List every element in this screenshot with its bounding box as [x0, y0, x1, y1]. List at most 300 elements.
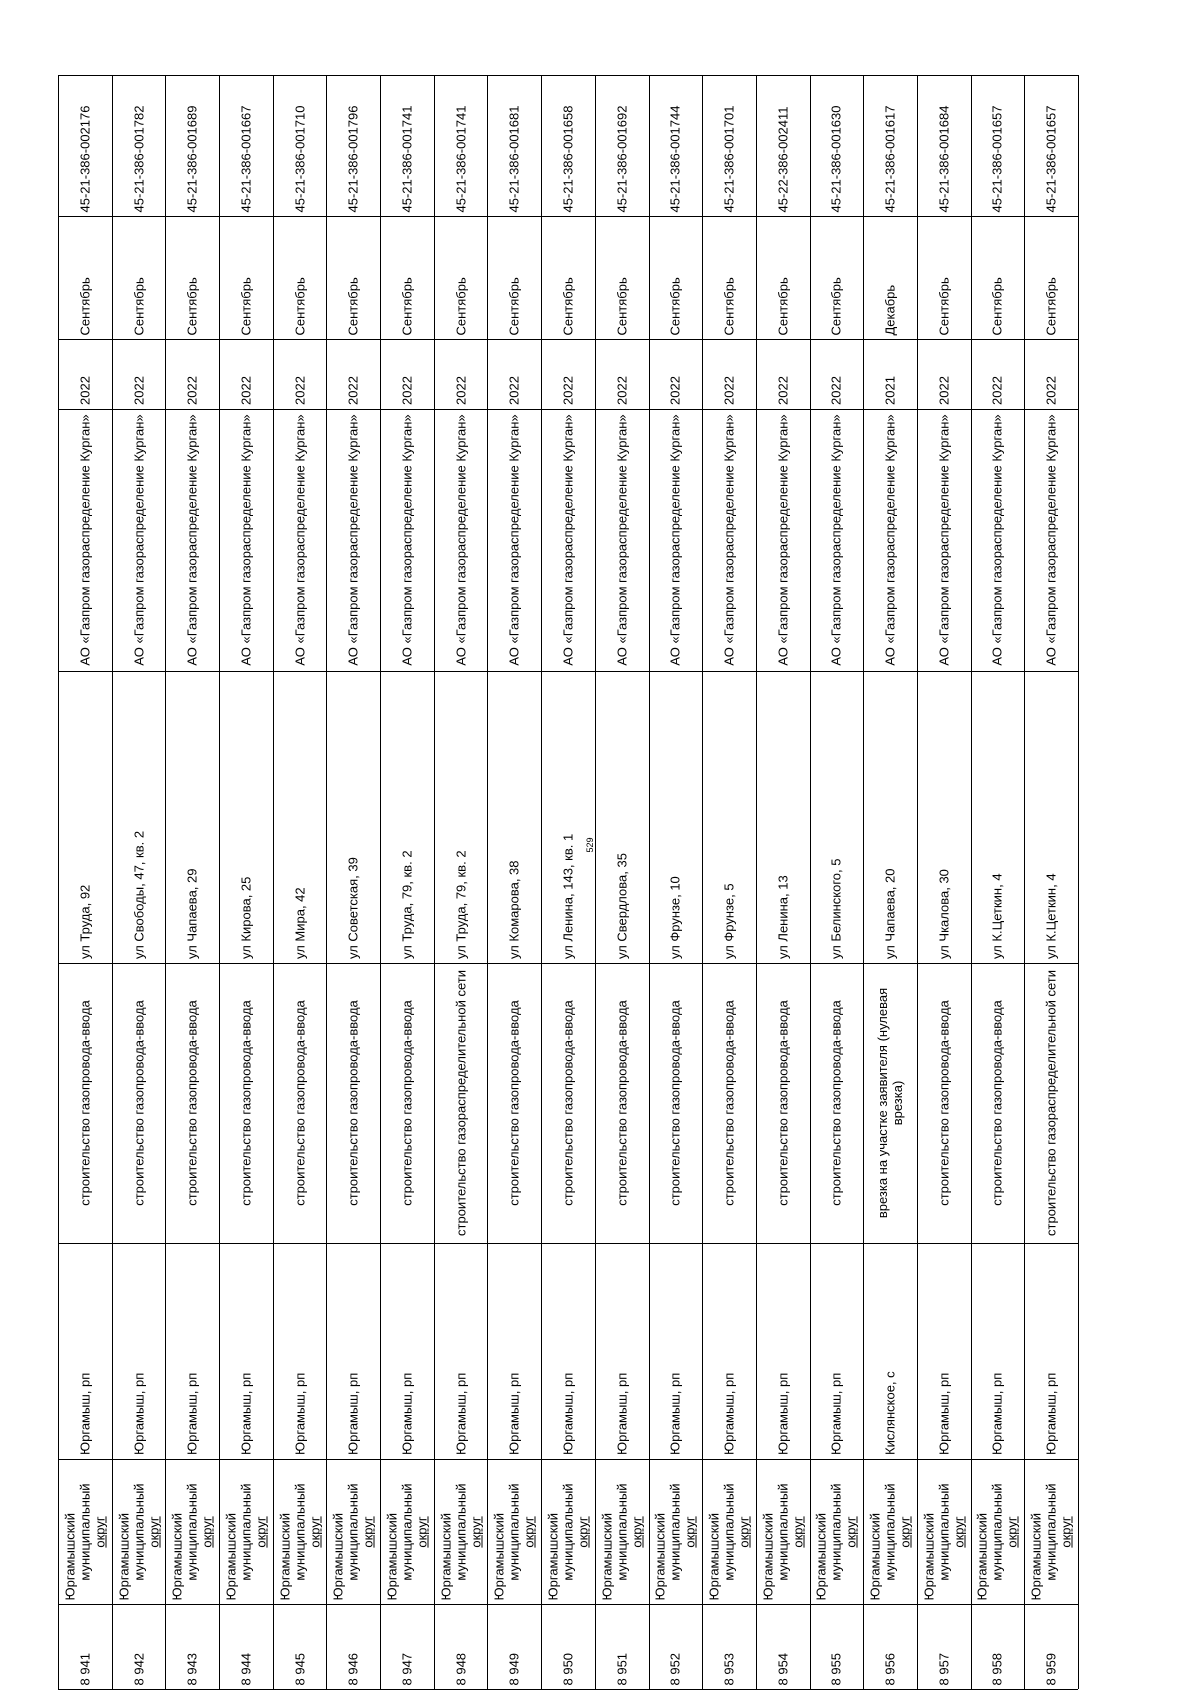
district-line: округ: [414, 1515, 430, 1548]
cell-settlement: [380, 1243, 434, 1459]
table-row: [541, 75, 595, 1689]
code-text: 45-21-386-001630: [828, 105, 844, 212]
records-table: [58, 75, 1078, 1689]
table-row: [756, 75, 810, 1689]
cell-year: [863, 339, 917, 409]
cell-month: [863, 216, 917, 339]
cell-num: [649, 1604, 703, 1689]
cell-district: [165, 1459, 219, 1604]
work-text: строительство газопровода-ввода: [345, 1000, 361, 1206]
district-text: [384, 1463, 429, 1600]
month-text: Сентябрь: [614, 276, 630, 335]
cell-num: [541, 1604, 595, 1689]
work-text: строительство газопровода-ввода: [238, 1000, 254, 1206]
code-text: 45-21-386-001741: [399, 105, 415, 212]
org-text: АО «Газпром газораспределение Курган»: [1043, 414, 1059, 666]
district-text: [921, 1463, 966, 1600]
num-text: 8 957: [936, 1652, 952, 1685]
num-text: 8 951: [614, 1652, 630, 1685]
cell-district: [326, 1459, 380, 1604]
cell-settlement: [434, 1243, 488, 1459]
district-line: округ: [199, 1515, 215, 1548]
year-text: 2022: [238, 376, 254, 405]
cell-year: [434, 339, 488, 409]
cell-year: [165, 339, 219, 409]
cell-district: [434, 1459, 488, 1604]
org-text: АО «Газпром газораспределение Курган»: [614, 414, 630, 666]
org-text: АО «Газпром газораспределение Курган»: [399, 414, 415, 666]
work-text: строительство газопровода-ввода: [131, 1000, 146, 1206]
settlement-text: Юргамыш, рп: [614, 1372, 630, 1455]
settlement-text: Юргамыш, рп: [184, 1372, 200, 1455]
num-text: 8 949: [506, 1652, 522, 1685]
cell-work: [219, 963, 273, 1243]
table-row: [487, 75, 541, 1689]
district-text: [492, 1463, 537, 1600]
work-text: строительство газопровода-ввода: [399, 1000, 415, 1206]
address-text: ул Фрунзе, 10: [667, 876, 683, 959]
district-line: муниципальный: [1043, 1482, 1059, 1581]
district-line: Юргамышский: [169, 1512, 185, 1600]
cell-address: [434, 671, 488, 963]
cell-org: [165, 409, 219, 671]
cell-year: [756, 339, 810, 409]
cell-org: [112, 409, 166, 671]
cell-year: [380, 339, 434, 409]
cell-num: [487, 1604, 541, 1689]
org-text: АО «Газпром газораспределение Курган»: [506, 414, 522, 666]
cell-org: [434, 409, 488, 671]
cell-settlement: [112, 1243, 166, 1459]
code-text: 45-21-386-001617: [882, 105, 898, 212]
district-text: [975, 1463, 1020, 1600]
cell-district: [273, 1459, 327, 1604]
code-text: 45-21-386-001692: [614, 105, 630, 212]
district-text: [760, 1463, 805, 1600]
cell-year: [595, 339, 649, 409]
code-text: 45-21-386-001657: [989, 105, 1005, 212]
address-text: ул Советская, 39: [345, 857, 361, 959]
cell-address: [649, 671, 703, 963]
month-text: Сентябрь: [399, 276, 415, 335]
work-text: строительство газопровода-ввода: [506, 1000, 522, 1206]
district-line: муниципальный: [667, 1482, 683, 1581]
cell-address: [541, 671, 595, 963]
table-row: [863, 75, 917, 1689]
cell-work: [273, 963, 327, 1243]
cell-code: [917, 75, 971, 216]
district-text: [707, 1463, 752, 1600]
settlement-text: Юргамыш, рп: [399, 1372, 415, 1455]
cell-settlement: [1024, 1243, 1078, 1459]
cell-num: [917, 1604, 971, 1689]
settlement-text: Юргамыш, рп: [292, 1372, 308, 1455]
year-text: 2022: [292, 376, 308, 405]
month-text: Сентябрь: [453, 276, 469, 335]
cell-month: [326, 216, 380, 339]
year-text: 2022: [828, 376, 844, 405]
cell-org: [810, 409, 864, 671]
cell-code: [1024, 75, 1078, 216]
year-text: 2022: [131, 376, 146, 405]
cell-num: [595, 1604, 649, 1689]
month-text: Сентябрь: [721, 276, 737, 335]
address-text: ул Чапаева, 20: [882, 868, 898, 959]
work-text: строительство газопровода-ввода: [721, 1000, 737, 1206]
table-row: [649, 75, 703, 1689]
code-text: 45-21-386-001710: [292, 105, 308, 212]
cell-work: [649, 963, 703, 1243]
district-text: [599, 1463, 644, 1600]
table-row: [810, 75, 864, 1689]
district-line: Юргамышский: [652, 1512, 668, 1600]
cell-month: [487, 216, 541, 339]
code-text: 45-21-386-001667: [238, 105, 254, 212]
work-text: строительство газопровода-ввода: [560, 1000, 576, 1206]
cell-year: [487, 339, 541, 409]
cell-district: [541, 1459, 595, 1604]
district-line: муниципальный: [184, 1482, 200, 1581]
district-line: округ: [1058, 1515, 1074, 1548]
address-text: ул Чапаева, 29: [184, 868, 200, 959]
cell-district: [595, 1459, 649, 1604]
num-text: 8 952: [667, 1652, 683, 1685]
table-row: [326, 75, 380, 1689]
code-text: 45-21-386-001741: [453, 105, 469, 212]
month-text: Сентябрь: [936, 276, 952, 335]
cell-month: [58, 216, 112, 339]
cell-address: [326, 671, 380, 963]
year-text: 2022: [345, 376, 361, 405]
settlement-text: Юргамыш, рп: [667, 1372, 683, 1455]
month-text: Сентябрь: [238, 276, 254, 335]
district-line: округ: [521, 1515, 537, 1548]
code-text: 45-21-386-001681: [506, 105, 522, 212]
district-line: Юргамышский: [867, 1512, 883, 1600]
address-text: ул Белинского, 5: [828, 858, 844, 959]
cell-settlement: [863, 1243, 917, 1459]
cell-address: [1024, 671, 1078, 963]
work-text: строительство газопровода-ввода: [828, 1000, 844, 1206]
district-line: округ: [736, 1515, 752, 1548]
district-line: округ: [843, 1515, 859, 1548]
cell-code: [487, 75, 541, 216]
year-text: 2022: [77, 376, 93, 405]
district-line: муниципальный: [989, 1482, 1005, 1581]
org-text: АО «Газпром газораспределение Курган»: [345, 414, 361, 666]
cell-code: [649, 75, 703, 216]
org-text: АО «Газпром газораспределение Курган»: [828, 414, 844, 666]
cell-district: [917, 1459, 971, 1604]
cell-district: [971, 1459, 1025, 1604]
month-text: Сентябрь: [184, 276, 200, 335]
work-text: строительство газопровода-ввода: [77, 1000, 93, 1206]
year-text: 2022: [399, 376, 415, 405]
cell-work: [58, 963, 112, 1243]
district-line: округ: [682, 1515, 698, 1548]
cell-district: [380, 1459, 434, 1604]
code-text: 45-21-386-001701: [721, 105, 737, 212]
cell-org: [380, 409, 434, 671]
cell-code: [541, 75, 595, 216]
month-text: Сентябрь: [77, 276, 93, 335]
num-text: 8 945: [292, 1652, 308, 1685]
num-text: 8 959: [1043, 1652, 1059, 1685]
district-text: [814, 1463, 859, 1600]
cell-num: [273, 1604, 327, 1689]
cell-address: [810, 671, 864, 963]
year-text: 2022: [560, 376, 576, 405]
table-row: [112, 75, 166, 1689]
work-text: строительство газопровода-ввода: [775, 1000, 791, 1206]
cell-work: [756, 963, 810, 1243]
cell-code: [273, 75, 327, 216]
org-text: АО «Газпром газораспределение Курган»: [775, 414, 791, 666]
cell-year: [58, 339, 112, 409]
month-text: Сентябрь: [775, 276, 791, 335]
settlement-text: Юргамыш, рп: [345, 1372, 361, 1455]
num-text: 8 955: [828, 1652, 844, 1685]
column-divider: [58, 1689, 1078, 1690]
cell-work: [326, 963, 380, 1243]
cell-district: [649, 1459, 703, 1604]
org-text: АО «Газпром газораспределение Курган»: [77, 414, 93, 666]
district-text: [438, 1463, 483, 1600]
year-text: 2022: [936, 376, 952, 405]
year-text: 2022: [775, 376, 791, 405]
cell-work: [541, 963, 595, 1243]
settlement-text: Юргамыш, рп: [989, 1372, 1005, 1455]
address-text: ул Свердлова, 35: [614, 853, 630, 959]
cell-address: [702, 671, 756, 963]
org-text: АО «Газпром газораспределение Курган»: [560, 414, 576, 666]
address-text: ул Труда, 79, кв. 2: [453, 850, 469, 959]
cell-code: [863, 75, 917, 216]
org-text: АО «Газпром газораспределение Курган»: [882, 414, 898, 666]
year-text: 2022: [989, 376, 1005, 405]
cell-year: [917, 339, 971, 409]
org-text: АО «Газпром газораспределение Курган»: [292, 414, 308, 666]
code-text: 45-21-386-001684: [936, 105, 952, 212]
num-text: 8 956: [882, 1652, 898, 1685]
cell-address: [756, 671, 810, 963]
cell-code: [219, 75, 273, 216]
month-text: Сентябрь: [506, 276, 522, 335]
cell-num: [219, 1604, 273, 1689]
num-text: 8 942: [131, 1652, 146, 1685]
cell-settlement: [595, 1243, 649, 1459]
district-text: [331, 1463, 376, 1600]
code-text: 45-22-386-002411: [775, 105, 791, 212]
cell-org: [1024, 409, 1078, 671]
month-text: Сентябрь: [345, 276, 361, 335]
address-text: ул Труда, 79, кв. 2: [399, 850, 415, 959]
work-text: врезка на участке заявителя (нулевая врезка): [875, 987, 906, 1219]
district-line: Юргамышский: [62, 1512, 78, 1600]
cell-month: [917, 216, 971, 339]
district-line: округ: [790, 1515, 806, 1548]
cell-district: [756, 1459, 810, 1604]
district-line: муниципальный: [131, 1482, 146, 1581]
num-text: 8 953: [721, 1652, 737, 1685]
district-line: муниципальный: [238, 1482, 254, 1581]
year-text: 2022: [721, 376, 737, 405]
year-text: 2022: [667, 376, 683, 405]
row-divider: [1078, 75, 1079, 1689]
cell-year: [1024, 339, 1078, 409]
code-text: 45-21-386-002176: [77, 105, 93, 212]
district-line: Юргамышский: [706, 1512, 722, 1600]
year-text: 2022: [614, 376, 630, 405]
cell-org: [58, 409, 112, 671]
org-text: АО «Газпром газораспределение Курган»: [184, 414, 200, 666]
district-line: округ: [897, 1515, 913, 1548]
table-row: [380, 75, 434, 1689]
address-text: ул К.Цеткин, 4: [1043, 873, 1059, 959]
district-line: округ: [1004, 1515, 1020, 1548]
cell-org: [917, 409, 971, 671]
cell-year: [219, 339, 273, 409]
district-line: муниципальный: [292, 1482, 308, 1581]
cell-num: [971, 1604, 1025, 1689]
district-line: округ: [146, 1515, 161, 1548]
settlement-text: Юргамыш, рп: [453, 1372, 469, 1455]
district-text: [653, 1463, 698, 1600]
num-text: 8 943: [184, 1652, 200, 1685]
district-line: Юргамышский: [813, 1512, 829, 1600]
work-text: строительство газопровода-ввода: [292, 1000, 308, 1206]
org-text: АО «Газпром газораспределение Курган»: [238, 414, 254, 666]
org-text: АО «Газпром газораспределение Курган»: [721, 414, 737, 666]
cell-month: [273, 216, 327, 339]
cell-year: [326, 339, 380, 409]
cell-address: [917, 671, 971, 963]
table-row: [917, 75, 971, 1689]
district-line: муниципальный: [506, 1482, 522, 1581]
cell-org: [487, 409, 541, 671]
cell-num: [1024, 1604, 1078, 1689]
cell-settlement: [273, 1243, 327, 1459]
district-line: Юргамышский: [545, 1512, 561, 1600]
cell-num: [165, 1604, 219, 1689]
district-line: округ: [575, 1515, 591, 1548]
cell-code: [756, 75, 810, 216]
table-row: [273, 75, 327, 1689]
month-text: Сентябрь: [667, 276, 683, 335]
address-text: ул Ленина, 143, кв. 1: [560, 833, 576, 959]
address-text: ул К.Цеткин, 4: [989, 873, 1005, 959]
settlement-text: Юргамыш, рп: [77, 1372, 93, 1455]
district-line: муниципальный: [560, 1482, 576, 1581]
district-text: [545, 1463, 590, 1600]
cell-settlement: [326, 1243, 380, 1459]
cell-month: [380, 216, 434, 339]
cell-code: [58, 75, 112, 216]
district-line: округ: [92, 1515, 108, 1548]
cell-address: [971, 671, 1025, 963]
district-line: округ: [629, 1515, 645, 1548]
month-text: Сентябрь: [989, 276, 1005, 335]
district-line: Юргамышский: [760, 1512, 776, 1600]
address-text: ул Комарова, 38: [506, 860, 522, 959]
cell-month: [1024, 216, 1078, 339]
org-text: АО «Газпром газораспределение Курган»: [989, 414, 1005, 666]
code-text: 45-21-386-001658: [560, 105, 576, 212]
cell-settlement: [810, 1243, 864, 1459]
cell-year: [273, 339, 327, 409]
cell-address: [487, 671, 541, 963]
cell-district: [863, 1459, 917, 1604]
table-row: [165, 75, 219, 1689]
cell-code: [810, 75, 864, 216]
work-text: строительство газопровода-ввода: [184, 1000, 200, 1206]
cell-code: [380, 75, 434, 216]
page-number: 529: [585, 837, 595, 853]
work-text: строительство газораспределительной сети: [453, 970, 469, 1236]
org-text: АО «Газпром газораспределение Курган»: [667, 414, 683, 666]
cell-work: [702, 963, 756, 1243]
month-text: Сентябрь: [131, 276, 146, 335]
district-text: [223, 1463, 268, 1600]
work-text: строительство газопровода-ввода: [989, 1000, 1005, 1206]
cell-num: [863, 1604, 917, 1689]
district-text: [62, 1463, 107, 1600]
cell-org: [541, 409, 595, 671]
num-text: 8 946: [345, 1652, 361, 1685]
year-text: 2022: [453, 376, 469, 405]
cell-address: [112, 671, 166, 963]
settlement-text: Юргамыш, рп: [238, 1372, 254, 1455]
settlement-text: Юргамыш, рп: [560, 1372, 576, 1455]
cell-month: [219, 216, 273, 339]
table-row: [58, 75, 112, 1689]
cell-code: [971, 75, 1025, 216]
district-line: Юргамышский: [277, 1512, 293, 1600]
cell-num: [702, 1604, 756, 1689]
cell-work: [1024, 963, 1078, 1243]
district-line: округ: [468, 1515, 484, 1548]
cell-settlement: [58, 1243, 112, 1459]
cell-month: [541, 216, 595, 339]
cell-month: [971, 216, 1025, 339]
cell-month: [702, 216, 756, 339]
cell-org: [273, 409, 327, 671]
cell-org: [326, 409, 380, 671]
cell-district: [702, 1459, 756, 1604]
cell-month: [165, 216, 219, 339]
settlement-text: Юргамыш, рп: [506, 1372, 522, 1455]
district-line: округ: [951, 1515, 967, 1548]
cell-year: [112, 339, 166, 409]
district-line: муниципальный: [77, 1482, 93, 1581]
cell-code: [434, 75, 488, 216]
num-text: 8 944: [238, 1652, 254, 1685]
month-text: Декабрь: [882, 284, 898, 335]
district-line: Юргамышский: [116, 1512, 131, 1600]
cell-year: [971, 339, 1025, 409]
cell-settlement: [219, 1243, 273, 1459]
num-text: 8 954: [775, 1652, 791, 1685]
month-text: Сентябрь: [1043, 276, 1059, 335]
district-text: [868, 1463, 913, 1600]
table-row: [1024, 75, 1078, 1689]
cell-address: [595, 671, 649, 963]
year-text: 2022: [1043, 376, 1059, 405]
district-text: [170, 1463, 215, 1600]
cell-org: [863, 409, 917, 671]
cell-settlement: [165, 1243, 219, 1459]
cell-org: [756, 409, 810, 671]
